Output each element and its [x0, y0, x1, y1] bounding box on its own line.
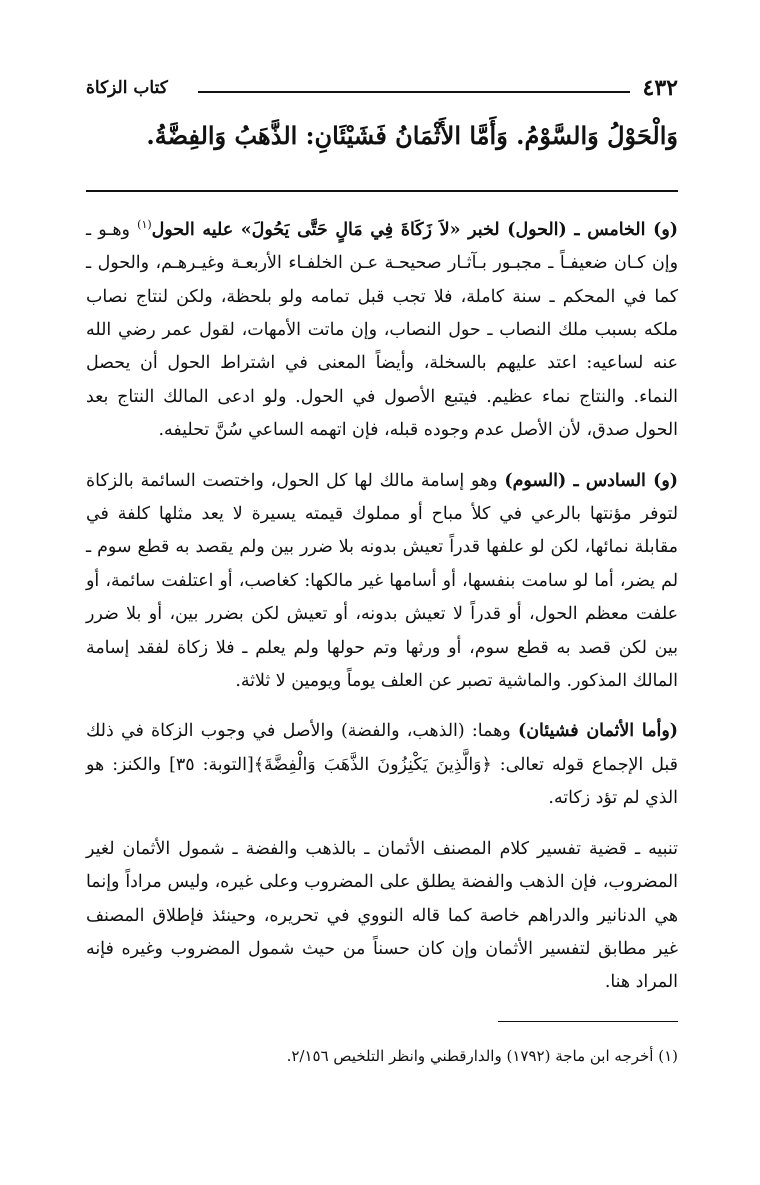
footnote: (١) أخرجه ابن ماجة (١٧٩٢) والدارقطني وانظر التلخيص ٢/١٥٦. [286, 1047, 678, 1065]
paragraph-lead: (وأما الأثمان فشيئان) [517, 721, 678, 742]
matn-text: وَالْحَوْلُ وَالسَّوْمُ. وَأَمَّا الأَثْمَانُ فَشَيْئَانِ: الذَّهَبُ وَالفِضَّةُ. [146, 121, 678, 150]
running-title: كتاب الزكاة [86, 78, 168, 98]
paragraph-lead: (و) السادس ـ (السوم) [504, 470, 678, 491]
commentary [86, 208, 678, 1000]
paragraph-tanbih [86, 833, 678, 1000]
paragraph-text: وهما: (الذهب، والفضة) والأصل في وجوب الزكاة في ذلك قبل الإجماع قوله تعالى: ﴿وَالَّذِينَ يَكْنِزُونَ الذَّهَبَ وَالْفِضَّةَ﴾[التوبة: ٣٥] والكنز: هو الذي لم تؤد زكاته. [86, 721, 678, 809]
footnote-ref: (١) [137, 218, 152, 231]
page-header [86, 74, 678, 102]
paragraph-athman [86, 715, 678, 815]
paragraph-text: وهـو ـ وإن كـان ضعيفـاً ـ مجبـور بـآثـار صحيحـة عـن الخلفـاء الأربعـة وغيـرهـم، والحول ـ كما في المحكم ـ سنة كاملة، فلا تجب قبل تمامه ولو بلحظة، ولكن لنتاج نصاب ملكه بسبب ملك النصاب ـ حول النصاب، وإن ماتت الأمهات، لقول عمر رضي الله عنه لساعيه: اعتد عليهم بالسخلة، وأيضاً المعنى في اشتراط الحول أن يحصل النماء. والنتاج نماء عظيم. فيتبع الأصول في الحول. ولو ادعى المالك النتاج بعد الحول صدق، لأن الأصل عدم وجوده قبله، فإن اتهمه الساعي سُنَّ تحليفه. [86, 219, 678, 441]
paragraph-sawm [86, 465, 678, 699]
paragraph-text: وهو إسامة مالك لها كل الحول، واختصت السائمة بالزكاة لتوفر مؤنتها بالرعي في كلأ مباح أو مملوك قيمته يسيرة لا يعد مثلها كلفة في مقابلة نمائها، لكن لو علفها قدراً تعيش بدونه بلا ضرر بين ولم يقصد به قطع سوم ـ لم يضر، أما لو سامت بنفسها، أو أسامها غير مالكها: كغاصب، أو اعتلفت سائمة، أو علفت معظم الحول، أو قدراً لا تعيش بدونه، أو تعيش لكن بضرر بين، أو بلا ضرر بين لكن قصد به قطع سوم، أو ورثها وتم حولها ولم يعلم ـ فلا زكاة لفقد إسامة المالك المذكور. والماشية تصبر عن العلف يوماً ويومين لا ثلاثة. [86, 470, 678, 692]
footnote-divider [498, 1021, 678, 1022]
paragraph-hawl [86, 208, 678, 448]
matn-divider [86, 190, 678, 192]
page-number: ٤٣٢ [642, 75, 678, 101]
header-rule [198, 91, 630, 93]
paragraph-lead: (و) الخامس ـ (الحول) لخبر «لاَ زَكَاةَ فِي مَالٍ حَتَّى يَحُولَ» عليه الحول [151, 219, 678, 240]
paragraph-text: تنبيه ـ قضية تفسير كلام المصنف الأثمان ـ بالذهب والفضة ـ شمول الأثمان لغير المضروب، فإن الذهب والفضة يطلق على المضروب وعلى غيره، وليس مراداً وإنما هي الدنانير والدراهم خاصة كما قاله النووي في تحريره، وحينئذ فإطلاق المصنف غير مطابق لتفسير الأثمان وإن كان حسناً من حيث شمول المضروب وغيره فإنه المراد هنا. [86, 838, 678, 993]
